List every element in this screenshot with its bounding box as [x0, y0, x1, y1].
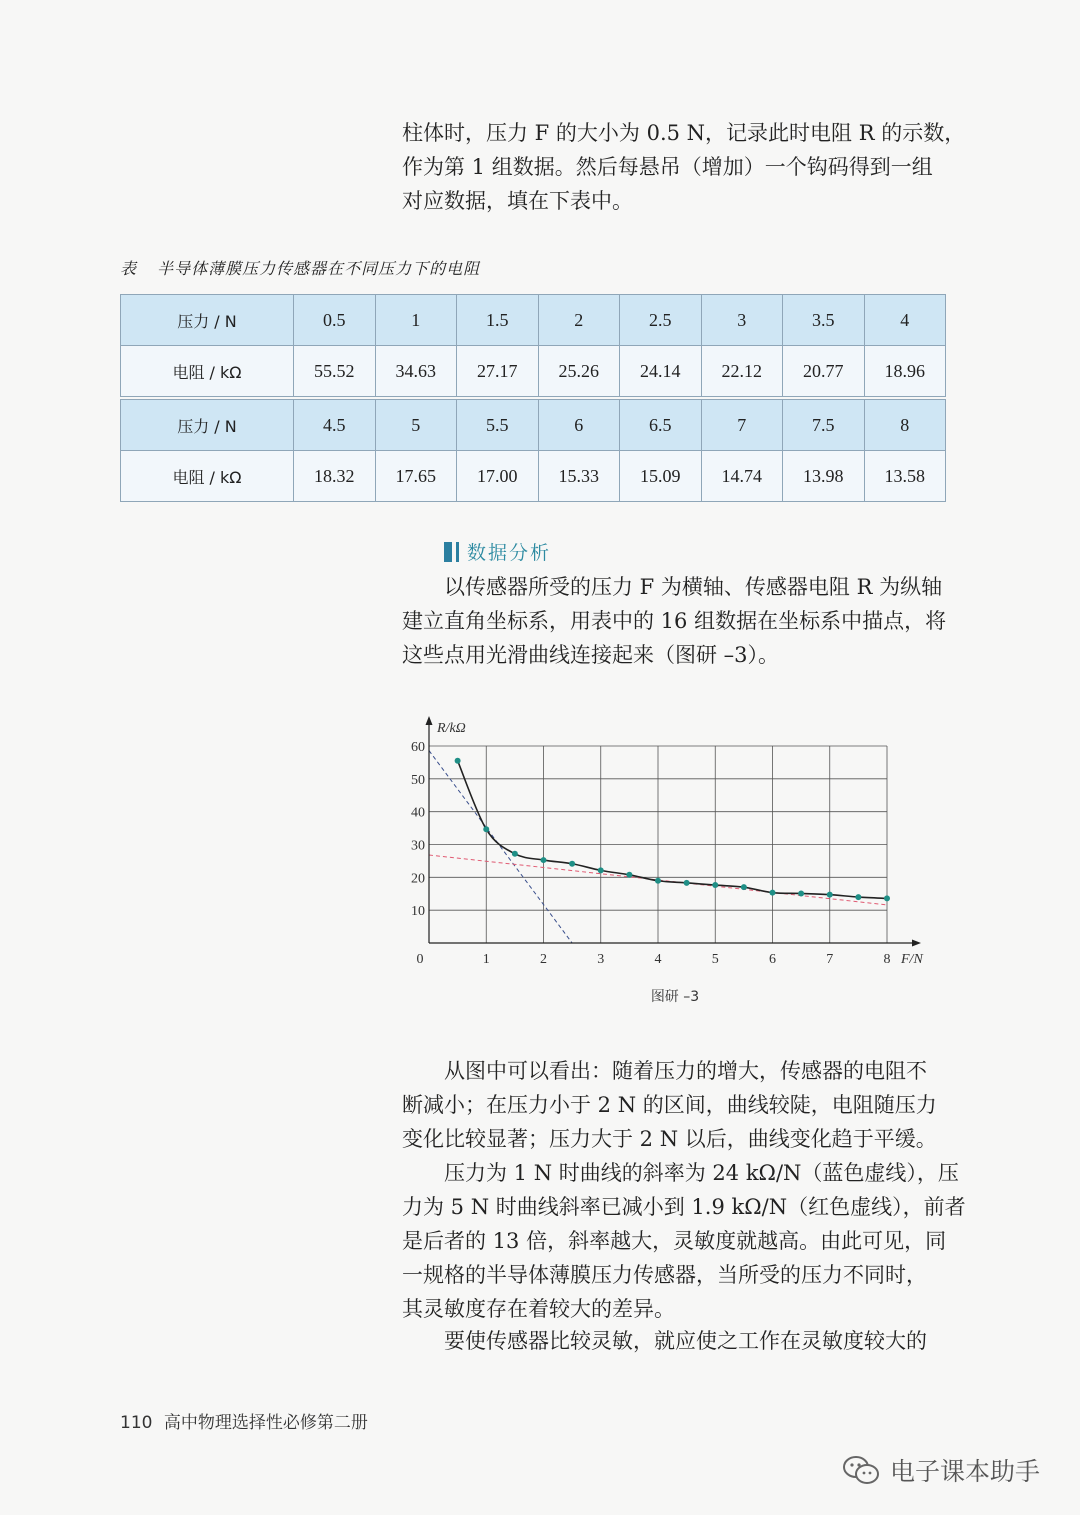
text-line: 断减小；在压力小于 2 N 的区间，曲线较陡，电阻随压力 [402, 1093, 937, 1117]
x-axis-arrow [912, 940, 921, 947]
y-tick-label: 40 [411, 805, 425, 821]
x-tick-label: 2 [540, 952, 547, 967]
data-point [741, 884, 747, 890]
data-point [512, 851, 518, 857]
data-point [798, 890, 804, 896]
text-line: 以传感器所受的压力 F 为横轴、传感器电阻 R 为纵轴 [444, 575, 943, 599]
conclusion-paragraph-2 [402, 1156, 966, 1326]
table-cell: 27.17 [457, 346, 539, 397]
table-cell: 17.00 [457, 451, 539, 502]
table-cell: 3 [701, 295, 783, 346]
x-tick-label: 8 [883, 952, 891, 967]
page-footer [120, 1408, 368, 1433]
data-point [712, 882, 718, 888]
table-cell: 25.26 [538, 346, 620, 397]
data-point [770, 890, 776, 896]
x-tick-label: 5 [711, 952, 719, 967]
table-cell: 13.98 [783, 451, 865, 502]
table-cell: 3.5 [783, 295, 865, 346]
chart-axes [426, 716, 922, 947]
watermark [842, 1452, 1040, 1488]
table-cell: 2.5 [620, 295, 702, 346]
table-cell: 1 [375, 295, 457, 346]
chart-grid [429, 746, 887, 943]
table-cell: 7.5 [783, 400, 865, 451]
text-line: 是后者的 13 倍，斜率越大，灵敏度就越高。由此可见，同 [402, 1229, 947, 1253]
force-row-label: 压力 / N [121, 400, 294, 451]
data-point [598, 867, 604, 873]
data-point [655, 878, 661, 884]
text-line: 要使传感器比较灵敏，就应使之工作在灵敏度较大的 [444, 1329, 927, 1353]
table-caption [120, 256, 480, 279]
text-line: 这些点用光滑曲线连接起来（图研 –3）。 [402, 643, 780, 667]
table-cell: 55.52 [294, 346, 376, 397]
tangent-line [429, 751, 572, 943]
data-point [855, 894, 861, 900]
y-axis-arrow [426, 716, 433, 725]
wechat-icon [842, 1455, 880, 1485]
text-line: 变化比较显著；压力大于 2 N 以后，曲线变化趋于平缓。 [402, 1127, 937, 1151]
watermark-text: 电子课本助手 [890, 1457, 1041, 1486]
table-caption-text: 半导体薄膜压力传感器在不同压力下的电阻 [157, 259, 481, 278]
text-line: 柱体时，压力 F 的大小为 0.5 N，记录此时电阻 R 的示数， [402, 121, 966, 145]
book-title: 高中物理选择性必修第二册 [163, 1413, 368, 1433]
chart-labels [411, 721, 923, 967]
section-heading-text: 数据分析 [467, 542, 552, 564]
data-point [455, 758, 461, 764]
table-cell: 1.5 [457, 295, 539, 346]
conclusion-paragraph-3 [402, 1324, 947, 1358]
conclusion-paragraph-1 [402, 1054, 947, 1156]
x-tick-label: 3 [597, 952, 605, 967]
data-point [827, 892, 833, 898]
page-number: 110 [120, 1413, 153, 1433]
text-line: 从图中可以看出：随着压力的增大，传感器的电阻不 [444, 1059, 927, 1083]
heading-bar-icon [456, 542, 459, 562]
table-cell: 2 [538, 295, 620, 346]
table-cell: 6.5 [620, 400, 702, 451]
table-cell: 0.5 [294, 295, 376, 346]
data-point [541, 857, 547, 863]
figure-caption: 图研 –3 [650, 989, 700, 1005]
table-cell: 20.77 [783, 346, 865, 397]
x-tick-label: 7 [826, 952, 834, 967]
text-line: 其灵敏度存在着较大的差异。 [402, 1297, 675, 1321]
y-tick-label: 50 [411, 772, 425, 788]
table-cell: 4 [864, 295, 946, 346]
x-axis-label: F/N [901, 952, 923, 967]
table-row [121, 346, 946, 397]
fitted-curve [458, 761, 887, 899]
table-cell: 22.12 [701, 346, 783, 397]
table-row [121, 400, 946, 451]
intro-paragraph [402, 116, 966, 218]
table-cell: 5 [375, 400, 457, 451]
chart-curve-group [458, 761, 887, 899]
resistance-row-label: 电阻 / kΩ [121, 346, 294, 397]
heading-bar-icon [444, 542, 452, 562]
table-cell: 15.09 [620, 451, 702, 502]
table-cell: 18.96 [864, 346, 946, 397]
y-tick-label: 60 [411, 740, 425, 755]
analysis-paragraph [402, 570, 947, 672]
y-tick-label: 10 [411, 904, 425, 920]
table-cell: 6 [538, 400, 620, 451]
table-cell: 15.33 [538, 451, 620, 502]
x-tick-label: 1 [482, 952, 490, 967]
resistance-row-label: 电阻 / kΩ [121, 451, 294, 502]
x-tick-label: 0 [416, 952, 424, 967]
data-point [483, 826, 489, 832]
table-row [121, 295, 946, 346]
table-cell: 7 [701, 400, 783, 451]
table-cell: 34.63 [375, 346, 457, 397]
force-row-label: 压力 / N [121, 295, 294, 346]
table-cell: 24.14 [620, 346, 702, 397]
y-axis-label: R/kΩ [437, 721, 466, 736]
y-tick-label: 20 [411, 871, 425, 887]
data-point [626, 872, 632, 878]
table-row [121, 451, 946, 502]
resistance-force-chart [380, 712, 960, 974]
data-point [569, 861, 575, 867]
x-tick-label: 4 [654, 952, 662, 967]
text-line: 建立直角坐标系，用表中的 16 组数据在坐标系中描点，将 [402, 609, 947, 633]
table-cell: 4.5 [294, 400, 376, 451]
table-cell: 14.74 [701, 451, 783, 502]
section-heading [444, 538, 551, 565]
table-cell: 17.65 [375, 451, 457, 502]
data-table-part-1 [120, 294, 946, 397]
table-cell: 13.58 [864, 451, 946, 502]
table-cell: 5.5 [457, 400, 539, 451]
data-table-part-2 [120, 399, 946, 502]
table-caption-label: 表 [120, 259, 138, 278]
table-cell: 18.32 [294, 451, 376, 502]
chart-points [455, 758, 890, 902]
text-line: 对应数据，填在下表中。 [402, 189, 633, 213]
table-cell: 8 [864, 400, 946, 451]
data-point [684, 880, 690, 886]
y-tick-label: 30 [411, 838, 425, 854]
text-line: 压力为 1 N 时曲线的斜率为 24 kΩ/N（蓝色虚线），压 [444, 1161, 959, 1185]
text-line: 作为第 1 组数据。然后每悬吊（增加）一个钩码得到一组 [402, 155, 933, 179]
text-line: 一规格的半导体薄膜压力传感器，当所受的压力不同时， [402, 1263, 927, 1287]
x-tick-label: 6 [769, 952, 776, 967]
data-point [884, 895, 890, 901]
text-line: 力为 5 N 时曲线斜率已减小到 1.9 kΩ/N（红色虚线），前者 [402, 1195, 966, 1219]
